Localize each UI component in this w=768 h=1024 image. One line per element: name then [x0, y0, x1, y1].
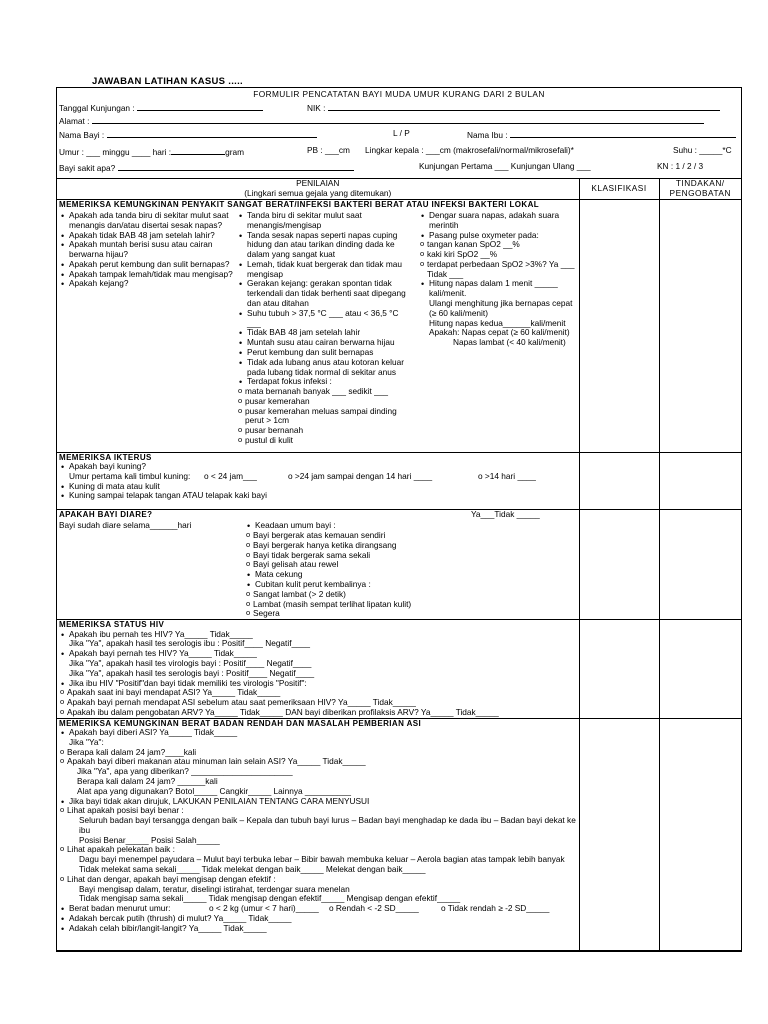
- tindakan-cell[interactable]: [659, 452, 741, 509]
- tanggal-label: Tanggal Kunjungan :: [59, 102, 263, 114]
- list-item: o pusar kemerahan meluas sampai dinding perut > 1cm: [245, 407, 413, 427]
- list-item: • Muntah susu atau cairan berwarna hijau: [247, 338, 413, 348]
- section-infeksi-title: MEMERIKSA KEMUNGKINAN PENYAKIT SANGAT BERAT/INFEKSI BAKTERI BERAT ATAU INFEKSI BAKTERI LOKAL: [59, 199, 540, 209]
- nama-ibu-label: Nama Ibu :: [467, 129, 736, 141]
- tindakan-cell[interactable]: [659, 199, 741, 452]
- diare-ya-tidak: Ya___Tidak _____: [471, 508, 540, 519]
- text-line: Berapa kali dalam 24 jam? ______kali: [77, 775, 218, 786]
- klasifikasi-cell[interactable]: [579, 199, 659, 452]
- list-item: o tangan kanan SpO2 __%: [427, 240, 577, 250]
- section-diare: [57, 509, 579, 620]
- list-item: o Apakah saat ini bayi mendapat ASI? Ya_____ Tidak_____: [67, 688, 577, 698]
- option: o >24 jam sampai dengan 14 hari ____: [288, 470, 433, 481]
- klasifikasi-cell[interactable]: [579, 620, 659, 718]
- list-item: • Adakah celah bibir/langit-langit? Ya_____ Tidak_____: [69, 924, 577, 934]
- section-diare-title: APAKAH BAYI DIARE?: [59, 509, 153, 519]
- text-line: Umur pertama kali timbul kuning:: [69, 470, 191, 481]
- list-item: o Apakah bayi pernah mendapat ASI sebelum atau saat pemeriksaan HIV? Ya_____ Tidak_____: [67, 698, 577, 708]
- list-item: • Tanda biru di sekitar mulut saat menangis/mengisap: [247, 211, 413, 231]
- section-hiv-title: MEMERIKSA STATUS HIV: [59, 620, 165, 630]
- list-item: • Apakah bayi diberi ASI? Ya_____ Tidak_____: [69, 728, 577, 738]
- list-item: • Terdapat fokus infeksi :: [247, 377, 413, 387]
- list-item: o terdapat perbedaan SpO2 >3%? Ya ___ Tidak ___: [427, 260, 577, 280]
- bayi-sakit-label: Bayi sakit apa?: [59, 162, 354, 174]
- list-item: • Dengar suara napas, adakah suara merintih: [429, 211, 577, 231]
- list-item: • Tidak BAB 48 jam setelah lahir: [247, 328, 413, 338]
- list-item: • Jika bayi tidak akan dirujuk, LAKUKAN PENILAIAN TENTANG CARA MENYUSUI: [69, 797, 577, 807]
- list-item: o Bayi bergerak atas kemauan sendiri: [253, 531, 411, 541]
- list-item: o pusar bernanah: [245, 426, 413, 436]
- option: o Rendah < -2 SD_____: [329, 903, 419, 914]
- list-item: • Hitung napas dalam 1 menit _____ kali/menit.: [429, 279, 577, 299]
- tindakan-cell[interactable]: [659, 620, 741, 718]
- list-item: o Berapa kali dalam 24 jam?____kali: [67, 748, 577, 758]
- list-item: • Apakah tidak BAB 48 jam setelah lahir?: [69, 231, 237, 241]
- list-item: o Sangat lambat (> 2 detik): [253, 590, 411, 600]
- text-line: Apakah: Napas cepat (≥ 60 kali/menit): [429, 327, 570, 338]
- option: o < 24 jam___: [204, 470, 257, 481]
- lingkar-kepala-label: Lingkar kepala : ___cm (makrosefali/normal/mikrosefali)*: [365, 145, 574, 155]
- list-item: • Tanda sesak napas seperti napas cuping hidung dan atau tarikan dinding dada ke dalam yang sangat kuat: [247, 231, 413, 260]
- text-line: Tidak mengisap sama sekali_____ Tidak mengisap dengan efektif_____ Mengisap dengan efektif_____: [79, 893, 461, 904]
- section-asi: [57, 718, 579, 950]
- list-item: o Bayi gelisah atau rewel: [253, 560, 411, 570]
- list-item: • Apakah muntah berisi susu atau cairan berwarna hijau?: [69, 240, 237, 260]
- text-line: Jika "Ya":: [69, 736, 104, 747]
- section-ikterus-title: MEMERIKSA IKTERUS: [59, 452, 152, 462]
- document-title: JAWABAN LATIHAN KASUS .....: [92, 76, 243, 87]
- list-item: • Adakah bercak putih (thrush) di mulut? Ya_____ Tidak_____: [69, 914, 577, 924]
- suhu-label: Suhu : _____*C: [673, 145, 732, 155]
- list-item: • Berat badan menurut umur:: [69, 904, 209, 914]
- list-item: o Lihat dan dengar, apakah bayi mengisap dengan efektif :: [67, 875, 577, 885]
- text-line: Jika "Ya", apakah hasil tes serologis bayi : Positif____ Negatif____: [69, 667, 315, 678]
- list-item: • Gerakan kejang: gerakan spontan tidak terkendali dan tidak berhenti saat dipegang dan atau ditahan: [247, 279, 413, 308]
- tindakan-cell[interactable]: [659, 718, 741, 950]
- list-item: o Bayi tidak bergerak sama sekali: [253, 551, 411, 561]
- alamat-label: Alamat :: [59, 115, 704, 127]
- section-infeksi: [57, 199, 579, 452]
- list-item: o Bayi bergerak hanya ketika dirangsang: [253, 541, 411, 551]
- list-item: o pustul di kulit: [245, 436, 413, 446]
- list-item: o pusar kemerahan: [245, 397, 413, 407]
- list-item: • Kuning sampai telapak tangan ATAU telapak kaki bayi: [69, 491, 577, 501]
- form-header: [57, 88, 741, 179]
- text-line: Tidak melekat sama sekali_____ Tidak melekat dengan baik_____ Melekat dengan baik_____: [79, 864, 426, 874]
- text-line: Bayi sudah diare selama______hari: [59, 520, 192, 531]
- list-item: o Lambat (masih sempat terlihat lipatan kulit): [253, 600, 411, 610]
- list-item: o mata bernanah banyak ___ sedikit ___: [245, 387, 413, 397]
- list-item: • Lemah, tidak kuat bergerak dan tidak mau mengisap: [247, 260, 413, 280]
- list-item: • Mata cekung: [255, 570, 411, 580]
- list-item: • Apakah perut kembung dan sulit bernapas?: [69, 260, 237, 270]
- list-item: • Jika ibu HIV "Positif"dan bayi tidak memiliki tes virologis "Positif":: [69, 679, 577, 689]
- kunjungan-label: Kunjungan Pertama ___ Kunjungan Ulang ___: [419, 161, 591, 171]
- list-item: • Apakah bayi pernah tes HIV? Ya_____ Tidak_____: [69, 649, 577, 659]
- list-item: o Lihat apakah posisi bayi benar :: [67, 806, 577, 816]
- text-line: Ulangi menghitung jika bernapas cepat (≥ 60 kali/menit): [429, 298, 573, 318]
- list-item: • Apakah tampak lemah/tidak mau mengisap?: [69, 270, 237, 280]
- section-asi-title: MEMERIKSA KEMUNGKINAN BERAT BADAN RENDAH DAN MASALAH PEMBERIAN ASI: [59, 718, 422, 728]
- text-line: Jika "Ya", apakah hasil tes serologis ibu : Positif____ Negatif____: [69, 638, 310, 649]
- list-item: o Lihat apakah pelekatan baik :: [67, 845, 577, 855]
- text-line: Seluruh badan bayi tersangga dengan baik – Kepala dan tubuh bayi lurus – Badan bayi menghadap ke dada ibu – Badan bayi dekat ke ibu: [79, 815, 576, 835]
- penilaian-header: PENILAIAN (Lingkari semua gejala yang ditemukan): [57, 179, 579, 199]
- text-line: Napas lambat (< 40 kali/menit): [453, 337, 566, 348]
- list-item: o Apakah bayi diberi makanan atau minuman lain selain ASI? Ya_____ Tidak_____: [67, 757, 577, 767]
- list-item: • Tidak ada lubang anus atau kotoran keluar pada lubang tidak normal di sekitar anus: [247, 358, 413, 378]
- text-line: Alat apa yang digunakan? Botol_____ Cangkir_____ Lainnya __________: [77, 785, 352, 796]
- list-item: • Apakah kejang?: [69, 279, 237, 289]
- option: o < 2 kg (umur < 7 hari)_____: [209, 903, 319, 914]
- section-hiv: [57, 620, 579, 718]
- list-item: • Apakah ibu pernah tes HIV? Ya_____ Tidak_____: [69, 630, 577, 640]
- nik-label: NIK :: [307, 102, 720, 114]
- form-frame: [56, 87, 742, 952]
- form-title: FORMULIR PENCATATAN BAYI MUDA UMUR KURANG DARI 2 BULAN: [253, 89, 545, 99]
- tindakan-cell[interactable]: [659, 509, 741, 620]
- text-line: Hitung napas kedua______kali/menit: [429, 317, 566, 328]
- list-item: • Apakah bayi kuning?: [69, 462, 577, 472]
- pb-label: PB : ___cm: [307, 145, 350, 155]
- klasifikasi-cell[interactable]: [579, 509, 659, 620]
- umur-label: Umur : ___ minggu ____ hari : gram: [59, 147, 244, 157]
- list-item: • Apakah ada tanda biru di sekitar mulut saat menangis dan/atau disertai sesak napas?: [69, 211, 237, 231]
- text-line: Jika "Ya", apa yang diberikan? ______________________: [77, 766, 293, 777]
- text-line: Jika "Ya", apakah hasil tes virologis bayi : Positif____ Negatif____: [69, 657, 312, 668]
- klasifikasi-header: KLASIFIKASI: [579, 179, 659, 199]
- klasifikasi-cell[interactable]: [579, 718, 659, 950]
- list-item: o kaki kiri SpO2 __%: [427, 250, 577, 260]
- option: o >14 hari ____: [478, 470, 536, 481]
- list-item: • Pasang pulse oxymeter pada:: [429, 231, 577, 241]
- list-item: • Keadaan umum bayi :: [255, 521, 411, 531]
- lp-label: L / P: [393, 128, 410, 138]
- list-item: • Perut kembung dan sulit bernapas: [247, 348, 413, 358]
- tindakan-header: TINDAKAN/ PENGOBATAN: [659, 179, 741, 199]
- klasifikasi-cell[interactable]: [579, 452, 659, 509]
- text-line: Dagu bayi menempel payudara – Mulut bayi terbuka lebar – Bibir bawah membuka keluar – Aerola bagian atas tampak lebih banyak: [79, 854, 565, 865]
- nama-bayi-label: Nama Bayi :: [59, 129, 317, 141]
- list-item: • Kuning di mata atau kulit: [69, 482, 577, 492]
- option: o Tidak rendah ≥ -2 SD_____: [441, 903, 550, 914]
- list-item: • Cubitan kulit perut kembalinya :: [255, 580, 411, 590]
- text-line: Posisi Benar_____ Posisi Salah_____: [79, 834, 220, 845]
- text-line: Bayi mengisap dalam, teratur, diselingi istirahat, terdengar suara menelan: [79, 883, 350, 894]
- list-item: o Apakah ibu dalam pengobatan ARV? Ya_____ Tidak_____ DAN bayi diberikan profilaksis ARV? Ya_____ Tidak_____: [67, 708, 577, 718]
- section-ikterus: [57, 452, 579, 509]
- list-item: o Segera: [253, 609, 411, 619]
- kn-label: KN : 1 / 2 / 3: [657, 161, 704, 171]
- assessment-table: [57, 179, 741, 951]
- list-item: • Suhu tubuh > 37,5 °C ___ atau < 36,5 °C ___: [247, 309, 413, 329]
